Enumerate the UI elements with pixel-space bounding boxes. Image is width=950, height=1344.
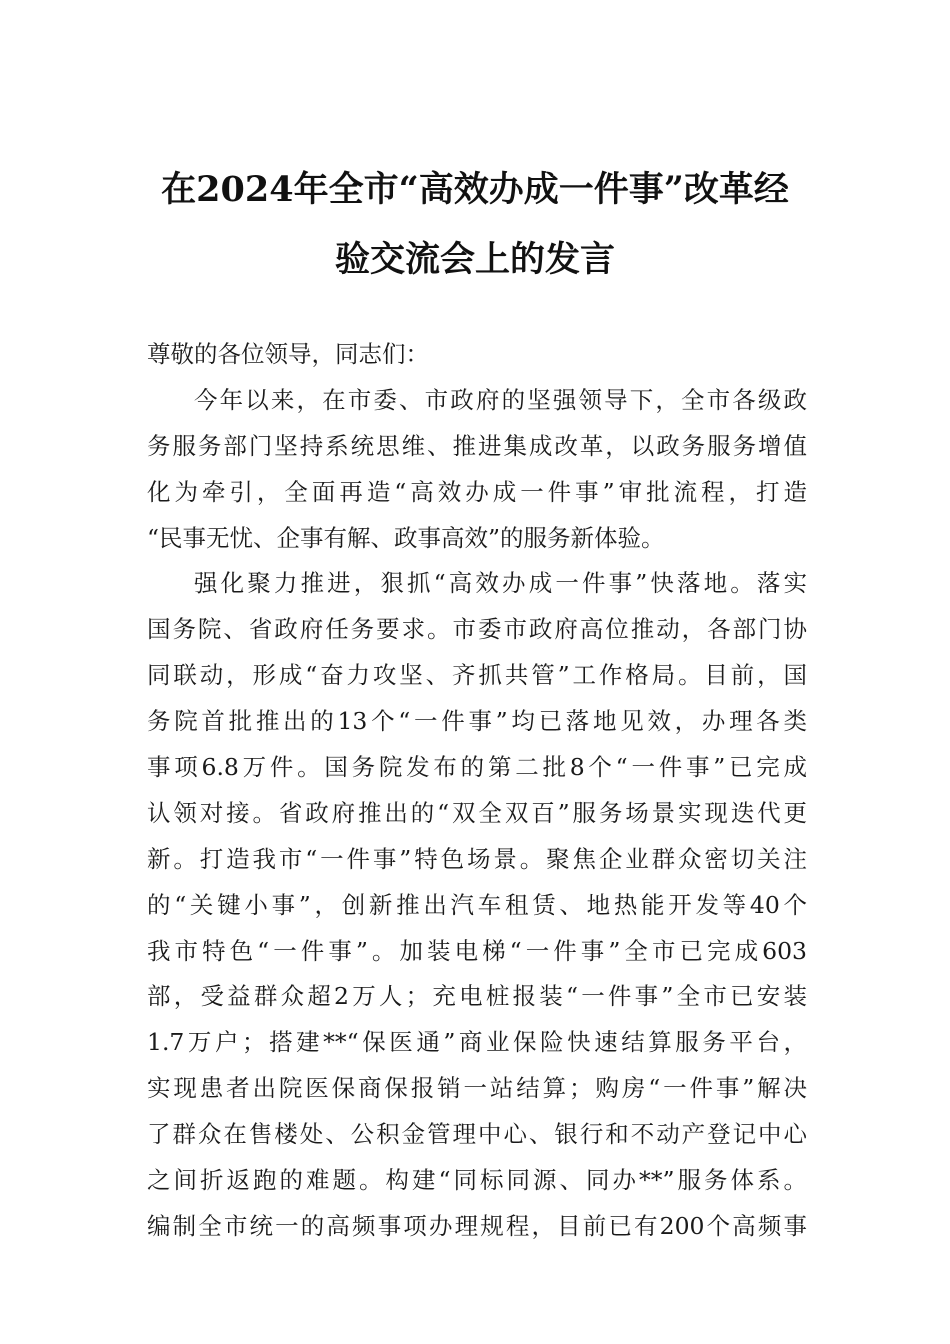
paragraph-2-line: 了群众在售楼处、公积金管理中心、银行和不动产登记中心 [147,1120,807,1149]
paragraph-2-line: 我市特色“一件事”。加装电梯“一件事”全市已完成603 [147,936,807,965]
paragraph-2-line: 实现患者出院医保商保报销一站结算；购房“一件事”解决 [147,1074,807,1103]
paragraph-1-line: 务服务部门坚持系统思维、推进集成改革，以政务服务增值 [147,431,807,460]
paragraph-2-line: 同联动，形成“奋力攻坚、齐抓共管”工作格局。目前，国 [147,661,807,690]
paragraph-2-line: 部，受益群众超2万人；充电桩报装“一件事”全市已安装 [147,982,807,1011]
paragraph-2-line: 强化聚力推进，狠抓“高效办成一件事”快落地。落实 [194,569,807,598]
paragraph-2-line: 新。打造我市“一件事”特色场景。聚焦企业群众密切关注 [147,844,807,873]
paragraph-2-line: 之间折返跑的难题。构建“同标同源、同办**”服务体系。 [147,1166,807,1195]
paragraph-1-line: 今年以来，在市委、市政府的坚强领导下，全市各级政 [194,385,807,414]
salutation: 尊敬的各位领导，同志们： [147,340,429,368]
paragraph-2-line: 务院首批推出的13个“一件事”均已落地见效，办理各类 [147,707,807,736]
paragraph-2-line: 编制全市统一的高频事项办理规程，目前已有200个高频事 [147,1211,807,1240]
paragraph-2-line: 国务院、省政府任务要求。市委市政府高位推动，各部门协 [147,615,807,644]
paragraph-1-line: “民事无忧、企事有解、政事高效”的服务新体验。 [147,523,665,552]
document-body [147,332,807,1250]
paragraph-2-line: 1.7万户；搭建**“保医通”商业保险快速结算服务平台， [147,1028,807,1057]
document-title-line-2: 验交流会上的发言 [334,239,615,280]
paragraph-2-line: 认领对接。省政府推出的“双全双百”服务场景实现迭代更 [147,798,807,827]
document-title-line-1: 在2024年全市“高效办成一件事”改革经 [161,169,789,210]
paragraph-1-line: 化为牵引，全面再造“高效办成一件事”审批流程，打造 [147,477,807,506]
paragraph-2-line: 事项6.8万件。国务院发布的第二批8个“一件事”已完成 [147,753,807,782]
paragraph-2-line: 的“关键小事”，创新推出汽车租赁、地热能开发等40个 [147,890,807,919]
